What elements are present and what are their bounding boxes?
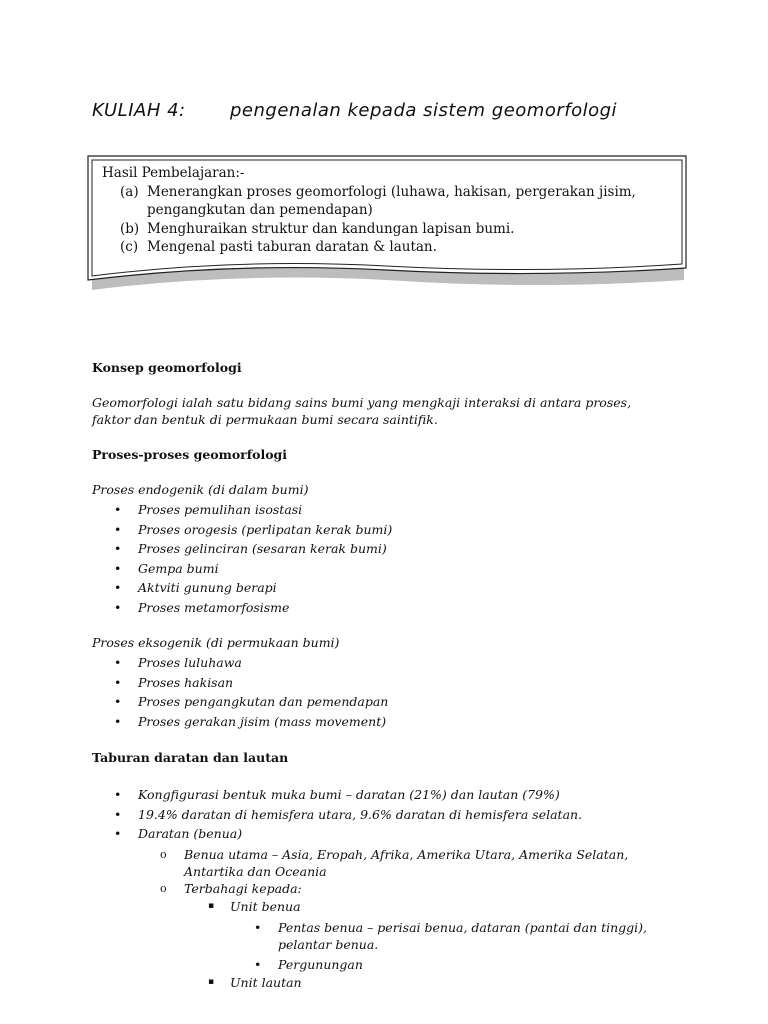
- taburan-list: [92, 785, 678, 993]
- list-item: [92, 880, 674, 897]
- bullet-disc: •: [114, 655, 122, 670]
- list-item-text: Proses gerakan jisim (mass movement): [138, 713, 387, 729]
- eksogenik-intro: Proses eksogenik (di permukaan bumi): [92, 635, 340, 650]
- bullet-circle: o: [160, 847, 167, 861]
- list-item-text: Proses pemulihan isostasi: [138, 502, 303, 517]
- bullet-disc: •: [254, 920, 262, 935]
- proses-heading: Proses-proses geomorfologi: [92, 447, 288, 462]
- list-item: [92, 956, 678, 973]
- list-item: [92, 559, 392, 579]
- bullet-disc: •: [114, 599, 122, 615]
- bullet-disc: •: [114, 502, 122, 517]
- list-item: [92, 520, 392, 540]
- eksogenik-list: [92, 653, 388, 731]
- bullet-square: ▪: [208, 900, 215, 911]
- learning-outcomes-box: [86, 154, 690, 294]
- list-item: [92, 919, 678, 953]
- outcome-b: [102, 220, 682, 239]
- bullet-disc: •: [114, 713, 122, 729]
- bullet-disc: •: [114, 580, 122, 595]
- list-item: [92, 712, 388, 732]
- bullet-square: ▪: [208, 977, 215, 987]
- outcome-text: Menerangkan proses geomorfologi (luhawa, hakisan, pergerakan jisim, pengangkutan dan pemendapan): [147, 183, 636, 218]
- endogenik-intro: Proses endogenik (di dalam bumi): [92, 482, 309, 497]
- list-item-text: Aktviti gunung berapi: [138, 580, 277, 595]
- list-item-text: 19.4% daratan di hemisfera utara, 9.6% daratan di hemisfera selatan.: [138, 806, 583, 822]
- list-item: [92, 824, 678, 844]
- bullet-disc: •: [254, 957, 262, 972]
- list-item-text: Pergunungan: [278, 957, 363, 972]
- outcome-a: [102, 183, 682, 220]
- bullet-disc: •: [114, 826, 122, 841]
- list-item: [92, 673, 388, 693]
- list-item-text: Proses pengangkutan dan pemendapan: [138, 694, 389, 709]
- konsep-text: Geomorfologi ialah satu bidang sains bumi yang mengkaji interaksi di antara proses, faktor dan bentuk di permukaan bumi secara saintifik.: [92, 395, 632, 427]
- bullet-disc: •: [114, 787, 122, 802]
- lecture-number: KULIAH 4:: [92, 100, 186, 121]
- list-item: [92, 973, 678, 993]
- lecture-title: pengenalan kepada sistem geomorfologi: [230, 100, 618, 121]
- list-item-text: Terbahagi kepada:: [184, 880, 302, 896]
- list-item-text: Benua utama – Asia, Eropah, Afrika, Amerika Utara, Amerika Selatan, Antartika dan Oceania: [184, 846, 629, 879]
- bullet-circle: o: [160, 881, 167, 895]
- outcomes-content: [102, 164, 682, 257]
- endogenik-list: [92, 500, 392, 617]
- outcome-text: Mengenal pasti taburan daratan & lautan.: [147, 239, 437, 255]
- list-item: [92, 785, 678, 805]
- list-item-text: Proses metamorfosisme: [138, 599, 290, 615]
- list-item-text: Unit benua: [230, 898, 301, 914]
- bullet-disc: •: [114, 674, 122, 690]
- list-item: [92, 897, 678, 917]
- bullet-disc: •: [114, 694, 122, 709]
- list-item-text: Pentas benua – perisai benua, dataran (pantai dan tinggi), pelantar benua.: [278, 920, 648, 952]
- list-item: [92, 598, 392, 618]
- list-item: [92, 653, 388, 673]
- bullet-disc: •: [114, 521, 122, 537]
- list-item: [92, 500, 392, 520]
- list-item: [92, 846, 674, 880]
- outcome-text: Menghuraikan struktur dan kandungan lapisan bumi.: [147, 220, 515, 237]
- bullet-disc: •: [114, 806, 122, 822]
- list-item: [92, 805, 678, 825]
- page-title: [92, 100, 617, 121]
- list-item-text: Unit lautan: [230, 975, 302, 990]
- bullet-disc: •: [114, 541, 122, 556]
- outcome-c: [102, 238, 682, 257]
- list-item: [92, 578, 392, 598]
- list-item-text: Proses gelinciran (sesaran kerak bumi): [138, 541, 387, 556]
- list-item: [92, 692, 388, 712]
- list-item-text: Daratan (benua): [138, 826, 243, 841]
- list-item-text: Gempa bumi: [138, 560, 219, 576]
- list-item-text: Proses luluhawa: [138, 655, 242, 670]
- list-item-text: Proses hakisan: [138, 674, 234, 690]
- list-item-text: Kongfigurasi bentuk muka bumi – daratan (21%) dan lautan (79%): [138, 787, 560, 802]
- taburan-heading: Taburan daratan dan lautan: [92, 750, 289, 765]
- bullet-disc: •: [114, 560, 122, 576]
- konsep-heading: Konsep geomorfologi: [92, 360, 242, 375]
- outcome-label: (c): [120, 239, 139, 255]
- outcome-label: (a): [120, 183, 139, 200]
- outcome-label: (b): [120, 220, 140, 237]
- outcomes-heading: Hasil Pembelajaran:-: [102, 165, 245, 181]
- list-item: [92, 539, 392, 559]
- list-item-text: Proses orogesis (perlipatan kerak bumi): [138, 521, 393, 537]
